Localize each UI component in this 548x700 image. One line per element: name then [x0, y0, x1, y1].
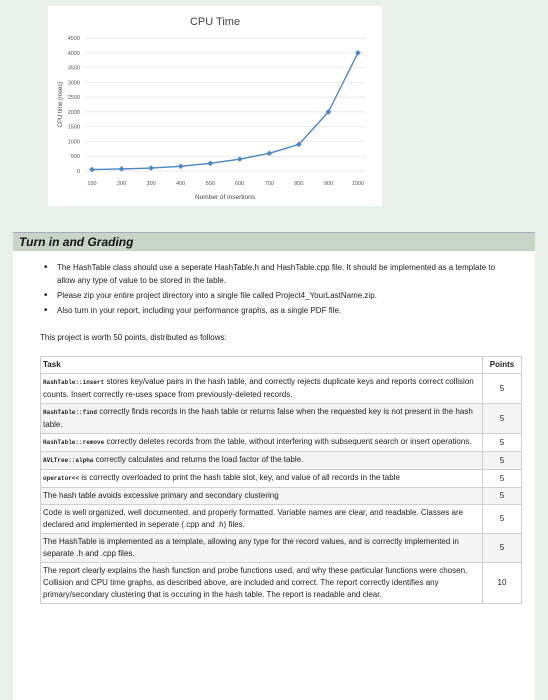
x-tick-label: 400	[176, 181, 186, 187]
y-tick-label: 1500	[67, 124, 80, 131]
points-cell: 5	[483, 374, 522, 404]
y-tick-label: 3000	[67, 80, 80, 87]
y-tick-label: 3500	[67, 65, 80, 72]
data-point	[148, 165, 154, 171]
data-point	[207, 160, 213, 166]
header-task: Task	[41, 357, 483, 374]
task-cell	[41, 534, 483, 563]
y-tick-label: 2500	[67, 95, 80, 102]
x-tick-label: 800	[294, 181, 304, 187]
points-intro: This project is worth 50 points, distributed as follows:	[40, 333, 227, 342]
x-tick-label: 300	[146, 181, 156, 187]
table-row	[41, 404, 522, 434]
x-tick-label: 500	[205, 181, 215, 187]
points-cell: 10	[483, 563, 522, 604]
task-text: correctly deletes records from the table, without interfering with subsequent search or insert operations.	[104, 437, 472, 446]
points-cell: 5	[483, 534, 522, 563]
bullet-item: • The HashTable class should use a seperate HashTable.h and HashTable.cpp file. It should be implemented as a template to allow any type of value to be stored in the table.	[44, 262, 496, 285]
table-header-row	[41, 357, 522, 374]
y-tick-label: 1000	[67, 139, 80, 146]
y-tick-label: 4500	[67, 36, 80, 42]
table-row	[41, 488, 522, 505]
task-cell	[41, 488, 483, 505]
header-points: Points	[483, 357, 522, 374]
x-tick-label: 900	[323, 181, 334, 187]
x-tick-label: 600	[235, 181, 245, 187]
y-tick-label: 500	[70, 154, 80, 161]
task-text: The HashTable is implemented as a template, allowing any type for the record values, and is correctly implemented in separate .h and .cpp files.	[43, 537, 459, 558]
table-row	[41, 434, 522, 452]
data-point	[355, 50, 361, 56]
bullet-item: • Please zip your entire project directory into a single file called Project4_YourLastName.zip.	[44, 290, 377, 301]
points-cell: 5	[483, 434, 522, 452]
task-code: operator<<	[43, 475, 80, 482]
table-row	[41, 452, 522, 470]
content-panel	[13, 251, 535, 700]
chart-svg	[48, 6, 382, 206]
task-code: HashTable::remove	[43, 439, 105, 446]
task-cell	[41, 563, 483, 604]
section-header	[13, 232, 535, 251]
cpu-time-chart	[48, 6, 382, 206]
y-tick-label: 2000	[67, 109, 80, 116]
task-text: The report clearly explains the hash function and probe functions used, and why these particular functions were chosen. Collision and CPU time graphs, as described above, are included and correct. The report correctly identifies any primary/secondary clustering that is occuring in the hash table. The report is readable and clear.	[43, 566, 468, 599]
points-cell: 5	[483, 505, 522, 534]
points-cell: 5	[483, 404, 522, 434]
table-row	[41, 470, 522, 488]
y-tick-label: 0	[76, 169, 80, 175]
task-text: stores key/value pairs in the hash table, and correctly rejects duplicate keys and reports correct collision counts. Insert correctly re-uses space from previously-deleted records.	[43, 377, 474, 399]
task-cell	[41, 470, 483, 488]
data-point	[89, 167, 95, 173]
data-point	[178, 163, 184, 169]
grading-table	[40, 356, 522, 604]
task-cell	[41, 505, 483, 534]
task-text: correctly calculates and returns the load factor of the table.	[93, 455, 304, 464]
data-point	[237, 156, 243, 162]
task-cell	[41, 374, 483, 404]
task-cell	[41, 434, 483, 452]
series-line	[92, 53, 358, 170]
section-title: Turn in and Grading	[19, 235, 134, 249]
task-code: AVLTree::alpha	[43, 457, 94, 464]
table-row	[41, 563, 522, 604]
task-text: correctly finds records in the hash table or returns false when the requested key is not present in the hash table.	[43, 407, 473, 429]
table-row	[41, 534, 522, 563]
task-code: HashTable::find	[43, 409, 98, 416]
bullet-icon: •	[44, 290, 48, 301]
table-row	[41, 374, 522, 404]
x-tick-label: 1000	[351, 181, 365, 187]
y-tick-label: 4000	[67, 50, 80, 57]
task-text: Code is well organized, well documented, and properly formatted. Variable names are clear, and readable. Classes are declared and implemented in seperate (.cpp and .h) files.	[43, 508, 464, 529]
task-cell	[41, 404, 483, 434]
task-text: The hash table avoids excessive primary and secondary clustering	[43, 491, 279, 500]
points-cell: 5	[483, 452, 522, 470]
x-tick-label: 200	[116, 181, 127, 187]
data-point	[267, 150, 273, 156]
points-cell: 5	[483, 470, 522, 488]
bullet-item: • Also turn in your report, including your performance graphs, as a single PDF file.	[44, 305, 342, 316]
bullet-list	[44, 261, 502, 319]
task-text: is correctly overloaded to print the hash table slot, key, and value of all records in the table	[79, 473, 400, 482]
bullet-icon: •	[44, 262, 48, 273]
x-tick-label: 100	[87, 181, 97, 187]
task-code: HashTable::insert	[43, 379, 105, 386]
x-axis-label: Number of insertions	[195, 194, 255, 201]
task-cell	[41, 452, 483, 470]
bullet-icon: •	[44, 305, 48, 316]
chart-title: CPU Time	[189, 16, 241, 28]
table-row	[41, 505, 522, 534]
points-cell: 5	[483, 488, 522, 505]
y-axis-label: CPU time (msec)	[58, 81, 64, 128]
x-tick-label: 700	[264, 181, 274, 187]
